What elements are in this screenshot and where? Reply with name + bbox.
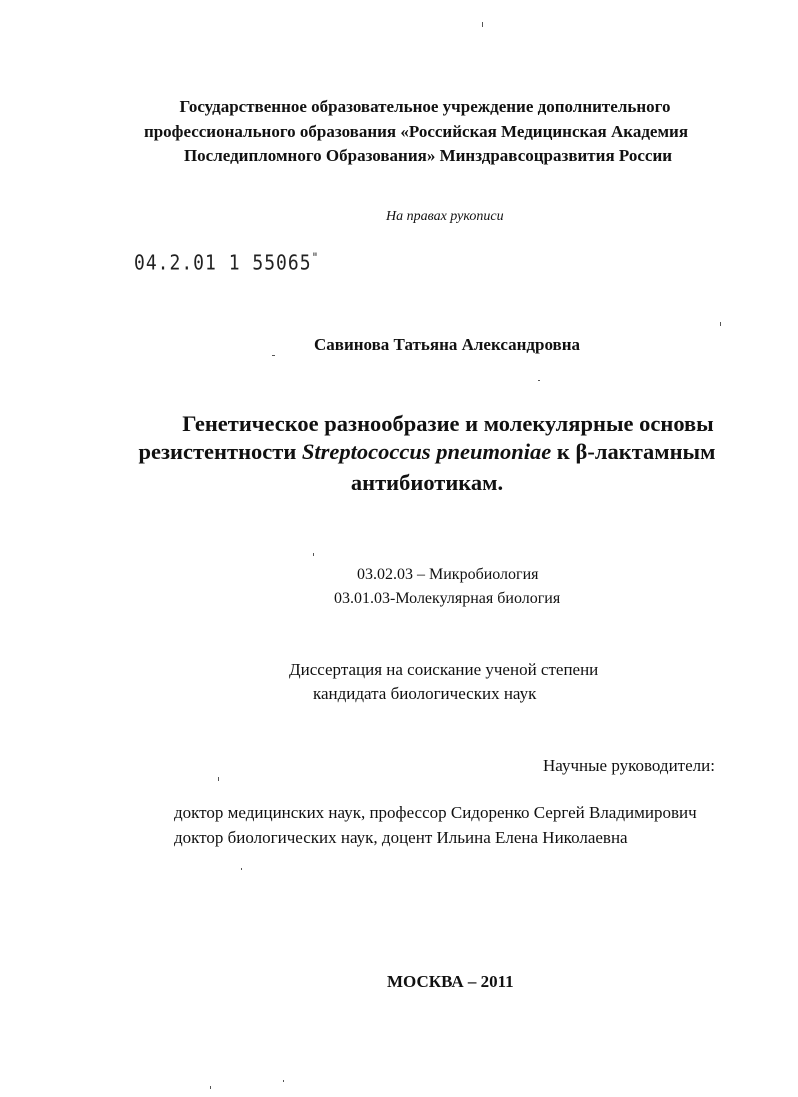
scan-speck (218, 777, 219, 781)
species-name: Streptococcus pneumoniae (301, 439, 552, 464)
specialty-1: 03.02.03 – Микробиология (357, 566, 539, 583)
stamp-number: 04.2.01 1 55065 (134, 251, 312, 276)
city-year: МОСКВА – 2011 (387, 972, 514, 991)
supervisor-2: доктор биологических наук, доцент Ильина Елена Николаевна (174, 828, 628, 847)
title-line-2-end: к β-лактамным (551, 439, 716, 464)
manuscript-note: На правах рукописи (386, 209, 504, 224)
title-line-3: антибиотикам. (350, 470, 504, 495)
supervisor-1: доктор медицинских наук, профессор Сидоренко Сергей Владимирович (174, 803, 697, 822)
institution-line-1: Государственное образовательное учреждение дополнительного (179, 97, 671, 116)
registration-stamp (134, 250, 319, 275)
scan-speck (482, 22, 483, 27)
scan-speck (241, 868, 242, 870)
scan-speck (272, 355, 275, 356)
scan-speck (538, 380, 540, 381)
degree-line-2: кандидата биологических наук (313, 684, 537, 703)
institution-line-3: Последипломного Образования» Минздравсоцразвития России (183, 146, 673, 165)
institution-line-2: профессионального образования «Российская Медицинская Академия (143, 122, 689, 141)
scan-speck (283, 1080, 284, 1082)
title-line-2-start: резистентности (138, 439, 302, 464)
scan-speck (720, 322, 721, 326)
scan-speck (210, 1086, 211, 1089)
stamp-mark: " (311, 250, 320, 265)
scan-speck (313, 553, 314, 556)
title-line-1: Генетическое разнообразие и молекулярные основы (182, 411, 714, 436)
supervisors-label: Научные руководители: (543, 756, 715, 775)
specialty-2: 03.01.03-Молекулярная биология (334, 590, 561, 607)
author-name: Савинова Татьяна Александровна (314, 335, 580, 354)
degree-line-1: Диссертация на соискание ученой степени (289, 660, 599, 679)
title-line-2 (27, 439, 798, 465)
